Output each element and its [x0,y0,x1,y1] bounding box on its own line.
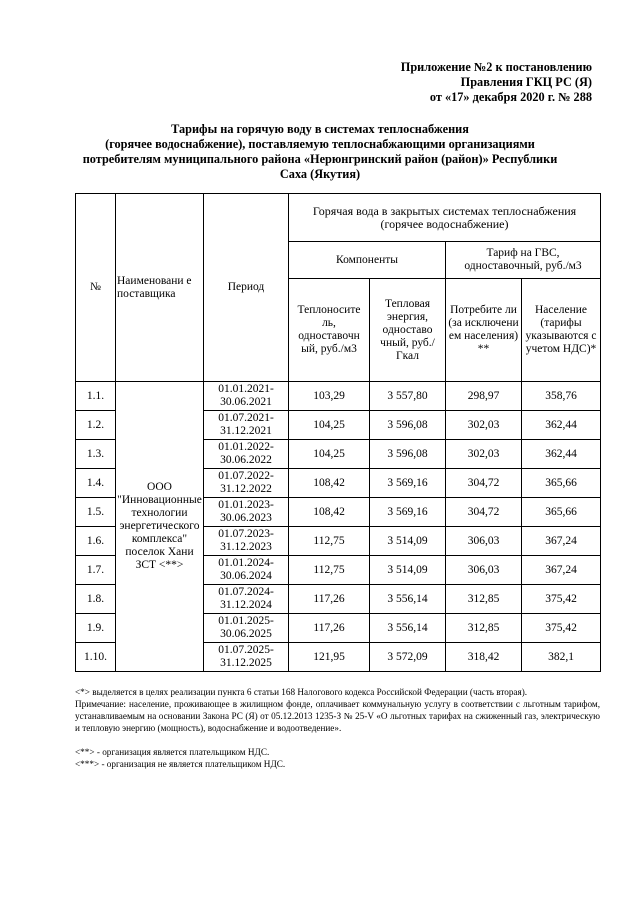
row-carrier: 108,42 [289,498,370,527]
row-num: 1.10. [76,643,116,672]
row-carrier: 104,25 [289,411,370,440]
footnote-2: Примечание: население, проживающее в жилищном фонде, оплачивает коммунальную услугу в соответствии с льготным тарифом, устанавливаемым на основании Закона РС (Я) от 05.12.2013 1235-З № 25-V «О льготных тарифах на сжиженный газ, электрическую и тепловую энергию (мощность), водоснабжение и водоотведение». [75,699,600,733]
row-consumers: 302,03 [446,440,522,469]
row-period: 01.07.2021-31.12.2021 [204,411,289,440]
row-energy: 3 556,14 [370,585,446,614]
row-period: 01.01.2021-30.06.2021 [204,382,289,411]
row-population: 382,1 [522,643,601,672]
row-population: 367,24 [522,556,601,585]
appendix-line-1: Приложение №2 к постановлению [400,60,592,74]
row-population: 365,66 [522,498,601,527]
row-carrier: 104,25 [289,440,370,469]
footnote-1: <*> выделяется в целях реализации пункта 6 статьи 168 Налогового кодекса Российской Федерации (часть вторая). [75,687,528,697]
row-energy: 3 569,16 [370,498,446,527]
row-num: 1.5. [76,498,116,527]
row-num: 1.1. [76,382,116,411]
row-carrier: 117,26 [289,614,370,643]
row-period: 01.07.2023-31.12.2023 [204,527,289,556]
row-population: 375,42 [522,585,601,614]
row-carrier: 121,95 [289,643,370,672]
row-population: 365,66 [522,469,601,498]
row-energy: 3 572,09 [370,643,446,672]
row-num: 1.9. [76,614,116,643]
row-population: 358,76 [522,382,601,411]
row-num: 1.8. [76,585,116,614]
row-consumers: 302,03 [446,411,522,440]
header-hot-water: Горячая вода в закрытых системах теплоснабжения (горячее водоснабжение) [289,194,601,242]
title-line-4: Саха (Якутия) [279,167,361,181]
row-num: 1.7. [76,556,116,585]
appendix-line-3: от «17» декабря 2020 г. № 288 [429,90,592,104]
row-energy: 3 569,16 [370,469,446,498]
footnotes [75,686,600,770]
header-period: Период [204,194,289,382]
header-carrier: Теплоносите ль, одноставочн ый, руб./м3 [289,279,370,382]
row-period: 01.07.2025-31.12.2025 [204,643,289,672]
title-line-3: потребителям муниципального района «Нерюнгринский район (район)» Республики [82,152,558,166]
row-consumers: 306,03 [446,527,522,556]
row-carrier: 108,42 [289,469,370,498]
row-period: 01.01.2022-30.06.2022 [204,440,289,469]
row-consumers: 312,85 [446,614,522,643]
row-consumers: 298,97 [446,382,522,411]
row-energy: 3 556,14 [370,614,446,643]
header-population: Население (тарифы указываются с учетом НДС)* [522,279,601,382]
row-energy: 3 514,09 [370,527,446,556]
title-line-2: (горячее водоснабжение), поставляемую теплоснабжающими организациями [105,137,535,151]
row-energy: 3 596,08 [370,411,446,440]
row-population: 362,44 [522,440,601,469]
row-energy: 3 514,09 [370,556,446,585]
row-period: 01.07.2024-31.12.2024 [204,585,289,614]
document-title [60,122,580,182]
row-population: 362,44 [522,411,601,440]
row-carrier: 112,75 [289,556,370,585]
row-consumers: 306,03 [446,556,522,585]
row-consumers: 304,72 [446,498,522,527]
row-carrier: 112,75 [289,527,370,556]
row-carrier: 117,26 [289,585,370,614]
row-carrier: 103,29 [289,382,370,411]
row-num: 1.3. [76,440,116,469]
row-energy: 3 596,08 [370,440,446,469]
tariff-table [75,193,601,672]
row-consumers: 312,85 [446,585,522,614]
appendix-line-2: Правления ГКЦ РС (Я) [460,75,592,89]
table-row [76,382,601,411]
row-consumers: 304,72 [446,469,522,498]
header-tariff: Тариф на ГВС, одноставочный, руб./м3 [446,242,601,279]
header-num: № [76,194,116,382]
row-population: 367,24 [522,527,601,556]
header-energy: Тепловая энергия, одноставо чный, руб./Гкал [370,279,446,382]
header-components: Компоненты [289,242,446,279]
row-num: 1.6. [76,527,116,556]
title-line-1: Тарифы на горячую воду в системах теплоснабжения [171,122,469,136]
row-num: 1.2. [76,411,116,440]
row-period: 01.01.2025-30.06.2025 [204,614,289,643]
appendix-header [262,60,592,105]
header-supplier: Наименовани е поставщика [116,194,204,382]
row-period: 01.01.2024-30.06.2024 [204,556,289,585]
row-num: 1.4. [76,469,116,498]
footnote-4: <***> - организация не является плательщиком НДС. [75,759,286,769]
row-population: 375,42 [522,614,601,643]
row-consumers: 318,42 [446,643,522,672]
footnote-3: <**> - организация является плательщиком НДС. [75,747,270,757]
row-period: 01.01.2023-30.06.2023 [204,498,289,527]
row-energy: 3 557,80 [370,382,446,411]
header-consumers: Потребите ли (за исключени ем населения) ** [446,279,522,382]
supplier-name: ООО "Инновационные технологии энергетического комплекса" поселок Хани ЗСТ <**> [116,382,204,672]
row-period: 01.07.2022-31.12.2022 [204,469,289,498]
